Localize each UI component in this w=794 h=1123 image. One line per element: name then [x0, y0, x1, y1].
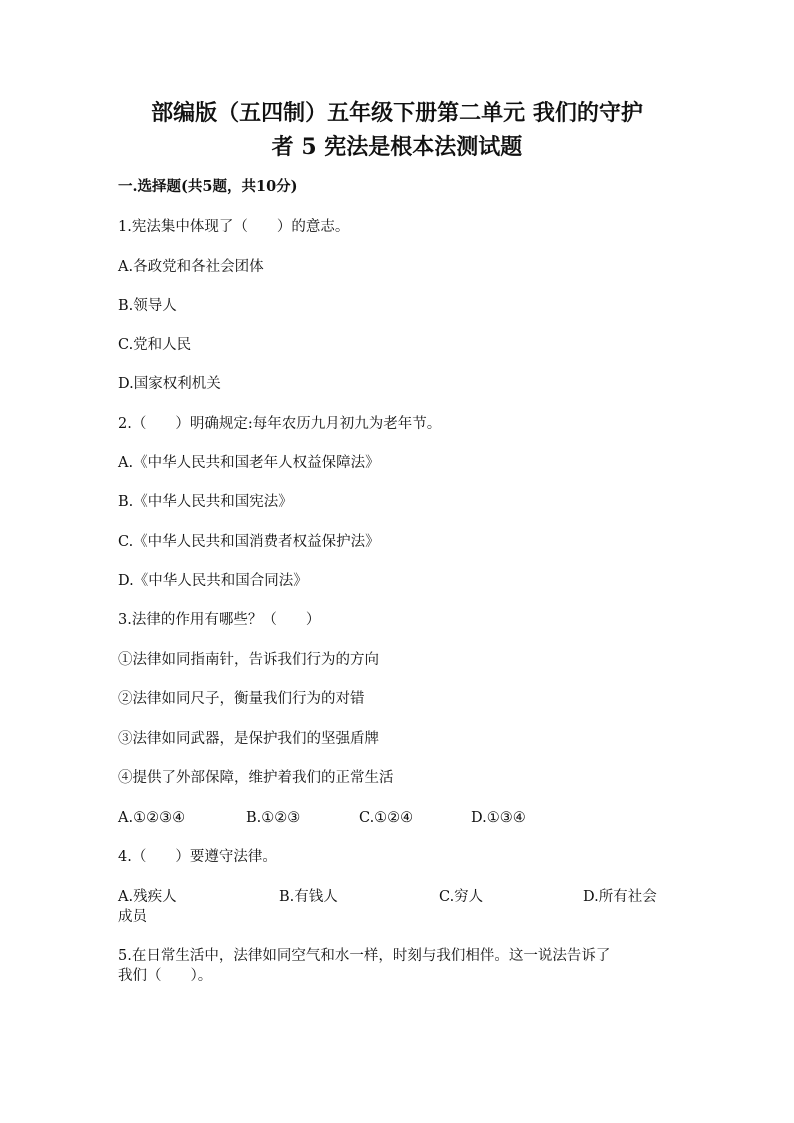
question-4-option-b: B.有钱人: [279, 889, 338, 905]
question-3-option-a: A.①②③④: [118, 810, 186, 826]
document-title: [80, 96, 714, 164]
question-2-option-b: B.《中华人民共和国宪法》: [118, 494, 293, 510]
question-1-option-a: A.各政党和各社会团体: [118, 259, 264, 275]
question-3-option-d: D.①③④: [471, 810, 526, 826]
question-3-stem: 3.法律的作用有哪些？（ ）: [118, 612, 321, 628]
title-line-1: 部编版（五四制）五年级下册第二单元 我们的守护: [151, 100, 643, 126]
title-line-2: 者 5 宪法是根本法测试题: [271, 134, 523, 160]
question-5-stem-line-2: 我们（ ）。: [118, 968, 213, 984]
question-1-option-b: B.领导人: [118, 298, 177, 314]
question-1-option-c: C.党和人民: [118, 337, 192, 353]
question-4-option-c: C.穷人: [439, 889, 484, 905]
section-heading: 一.选择题(共5题，共10分): [118, 178, 298, 195]
question-3-statement-2: ②法律如同尺子，衡量我们行为的对错: [118, 691, 365, 707]
question-3-option-c: C.①②④: [359, 810, 414, 826]
question-3-statement-1: ①法律如同指南针，告诉我们行为的方向: [118, 652, 379, 668]
question-3-option-b: B.①②③: [246, 810, 301, 826]
question-1-stem: 1.宪法集中体现了（ ）的意志。: [118, 219, 350, 235]
question-4-option-a: A.残疾人: [118, 889, 177, 905]
question-4-option-d: D.所有社会: [583, 889, 657, 905]
question-4-stem: 4.（ ）要遵守法律。: [118, 849, 277, 865]
question-2-stem: 2.（ ）明确规定:每年农历九月初九为老年节。: [118, 416, 442, 432]
question-3-statement-4: ④提供了外部保障，维护着我们的正常生活: [118, 770, 394, 786]
question-1-option-d: D.国家权利机关: [118, 376, 221, 392]
question-2-option-a: A.《中华人民共和国老年人权益保障法》: [118, 455, 380, 471]
question-2-option-d: D.《中华人民共和国合同法》: [118, 573, 308, 589]
question-5-stem-line-1: 5.在日常生活中，法律如同空气和水一样，时刻与我们相伴。这一说法告诉了: [118, 948, 611, 964]
question-2-option-c: C.《中华人民共和国消费者权益保护法》: [118, 534, 380, 550]
question-5-stem: [118, 946, 670, 986]
question-3-statement-3: ③法律如同武器，是保护我们的坚强盾牌: [118, 731, 379, 747]
question-4-option-d-continued: 成员: [118, 909, 147, 925]
